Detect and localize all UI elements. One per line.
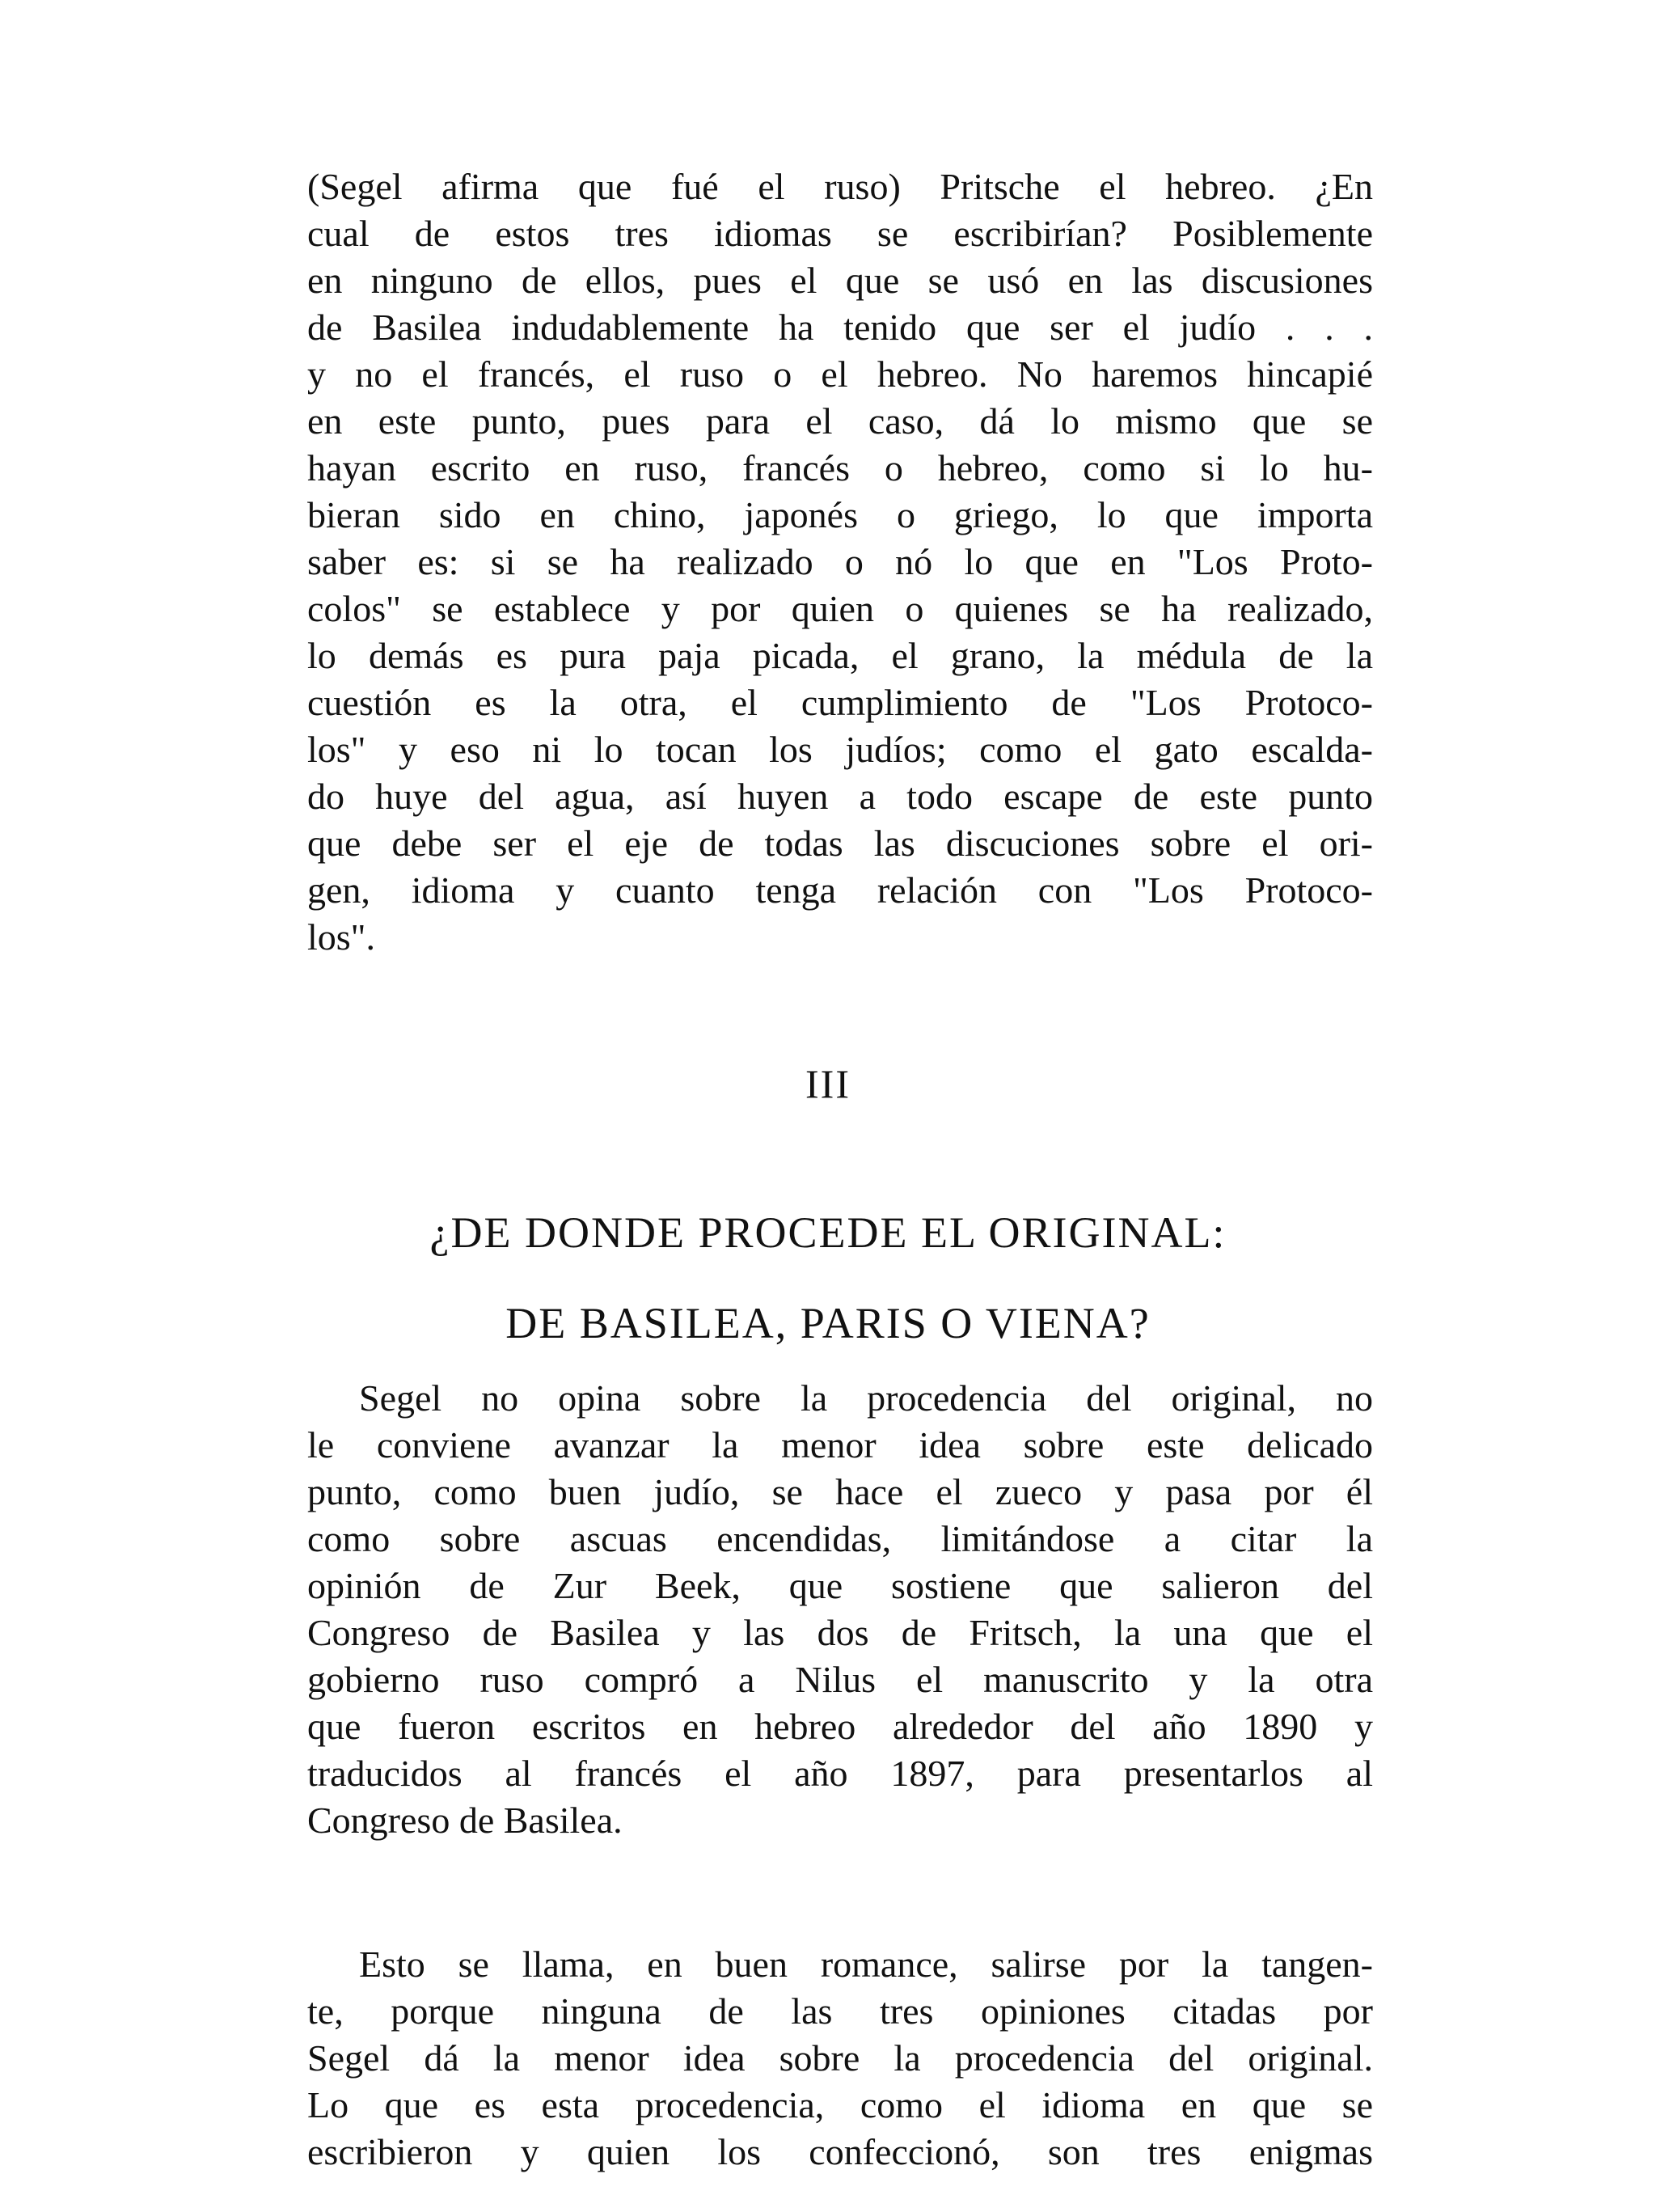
text-line: opinión de Zur Beek, que sostiene que salieron del [307,1565,1373,1606]
text-line: los" y eso ni lo tocan los judíos; como el gato escalda- [307,729,1373,770]
paragraph-continuation [307,163,1373,961]
text-line: los". [307,916,375,958]
text-line: (Segel afirma que fué el ruso) Pritsche el hebreo. ¿En [307,166,1373,207]
text-line: y no el francés, el ruso o el hebreo. No haremos hincapié [307,353,1373,395]
chapter-number: III [805,1061,851,1106]
chapter-title-line: DE BASILEA, PARIS O VIENA? [505,1299,1151,1347]
text-line: que debe ser el eje de todas las discuciones sobre el ori- [307,823,1373,864]
chapter-title [0,1187,1656,1368]
text-line: que fueron escritos en hebreo alrededor del año 1890 y [307,1706,1373,1747]
text-line: gen, idioma y cuanto tenga relación con "Los Protoco- [307,869,1373,911]
text-line: punto, como buen judío, se hace el zueco y pasa por él [307,1471,1373,1512]
text-line: en ninguno de ellos, pues el que se usó en las discusiones [307,260,1373,301]
text-line: bieran sido en chino, japonés o griego, lo que importa [307,494,1373,535]
text-line: gobierno ruso compró a Nilus el manuscrito y la otra [307,1659,1373,1700]
text-line: en este punto, pues para el caso, dá lo mismo que se [307,400,1373,442]
text-line: do huye del agua, así huyen a todo escape de este punto [307,776,1373,817]
text-line: Congreso de Basilea. [307,1800,623,1841]
text-line: escribieron y quien los confeccionó, son tres enigmas [307,2131,1373,2172]
text-line: hayan escrito en ruso, francés o hebreo, como si lo hu- [307,447,1373,489]
text-line: cual de estos tres idiomas se escribirían? Posiblemente [307,213,1373,254]
text-line: colos" se establece y por quien o quienes se ha realizado, [307,588,1373,629]
text-line: lo demás es pura paja picada, el grano, la médula de la [307,635,1373,676]
text-line: como sobre ascuas encendidas, limitándose a citar la [307,1518,1373,1559]
paragraph [307,1941,1373,2176]
text-line: Segel dá la menor idea sobre la procedencia del original. [307,2037,1373,2079]
text-line: le conviene avanzar la menor idea sobre este delicado [307,1424,1373,1466]
text-line: te, porque ninguna de las tres opiniones citadas por [307,1990,1373,2032]
text-line: Segel no opina sobre la procedencia del original, no [359,1377,1373,1419]
text-line: Congreso de Basilea y las dos de Fritsch, la una que el [307,1612,1373,1653]
text-line: de Basilea indudablemente ha tenido que ser el judío . . . [307,307,1373,348]
text-line: saber es: si se ha realizado o nó lo que en "Los Proto- [307,541,1373,582]
text-line: cuestión es la otra, el cumplimiento de "Los Protoco- [307,682,1373,723]
paragraph [307,1375,1373,1844]
text-line: Esto se llama, en buen romance, salirse por la tangen- [359,1943,1373,1985]
text-line: Lo que es esta procedencia, como el idioma en que se [307,2084,1373,2125]
text-line: traducidos al francés el año 1897, para presentarlos al [307,1753,1373,1794]
chapter-title-line: ¿DE DONDE PROCEDE EL ORIGINAL: [429,1208,1227,1257]
